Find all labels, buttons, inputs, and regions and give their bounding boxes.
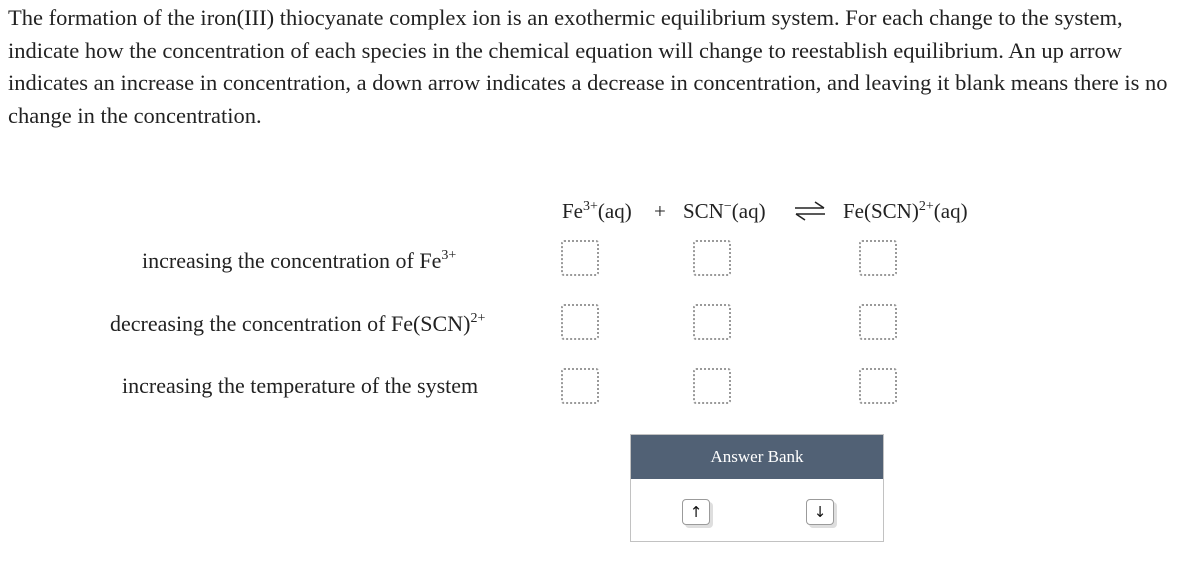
row-label-increase-temperature [122,371,478,401]
row-label-charge: 2+ [470,311,486,326]
equation-scn-ion [683,196,766,226]
row-label-text: increasing the concentration of Fe [142,248,442,273]
answer-bank-title: Answer Bank [631,435,883,479]
drop-target-row2-complex[interactable] [859,304,897,340]
drop-target-row3-scn[interactable] [693,368,731,404]
fe-symbol: Fe [562,199,583,223]
drop-target-row1-complex[interactable] [859,240,897,276]
equation-plus: + [654,199,666,223]
scn-state: (aq) [731,199,766,223]
complex-state: (aq) [933,199,968,223]
drop-target-row2-scn[interactable] [693,304,731,340]
row-label-text: decreasing the concentration of Fe(SCN) [110,311,471,336]
drop-target-row3-fe[interactable] [561,368,599,404]
up-arrow-chip[interactable]: ↑ [682,499,710,525]
drop-target-row1-scn[interactable] [693,240,731,276]
answer-bank [630,434,884,542]
drop-target-row2-fe[interactable] [561,304,599,340]
complex-symbol: Fe(SCN) [843,199,919,223]
row-label-text: increasing the temperature of the system [122,373,479,398]
question-prompt: The formation of the iron(III) thiocyanate complex ion is an exothermic equilibrium system. For each change to the system, indicate how the concentration of each species in the chemical equation will change to reestablish equilibrium. An up arrow indicates an increase in concentration, a down arrow indicates a decrease in concentration, and leaving it blank means there is no change in the concentration. [8,5,1168,128]
equation-complex-ion [843,196,968,226]
equation-fe-ion [562,196,632,226]
drop-target-row3-complex[interactable] [859,368,897,404]
equilibrium-arrow-icon [793,199,827,231]
drop-target-row1-fe[interactable] [561,240,599,276]
down-arrow-chip[interactable]: ↓ [806,499,834,525]
complex-charge: 2+ [918,199,934,214]
scn-charge: − [723,199,732,214]
row-label-increase-fe [142,246,456,276]
fe-charge: 3+ [583,199,598,214]
scn-symbol: SCN [683,199,724,223]
row-label-charge: 3+ [441,248,457,263]
row-label-decrease-complex [110,309,485,339]
fe-state: (aq) [597,199,632,223]
